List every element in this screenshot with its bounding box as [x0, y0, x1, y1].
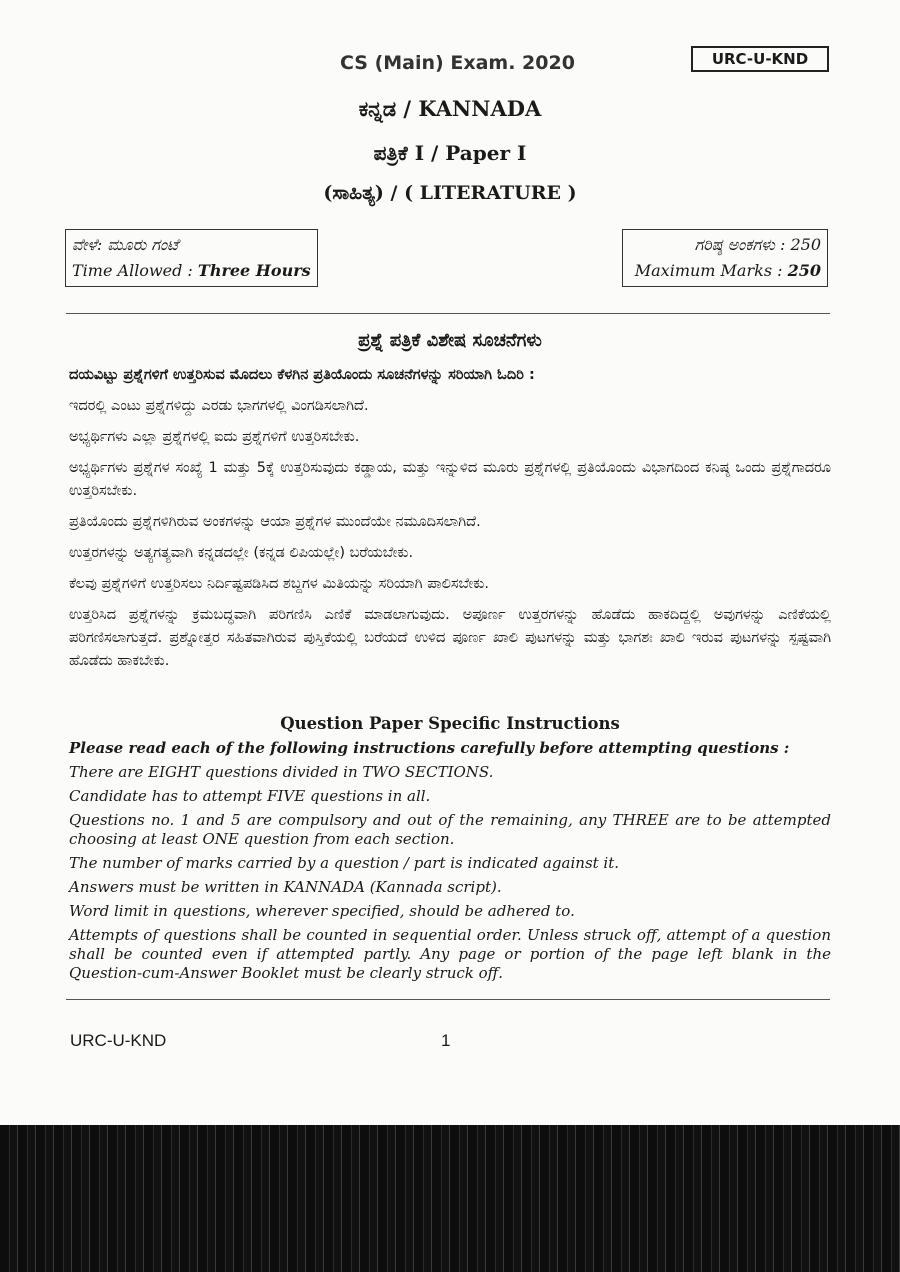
marks-kannada: ಗರಿಷ್ಠ ಅಂಕಗಳು : 250: [694, 235, 821, 254]
kannada-instruction-item: ಅಭ್ಯರ್ಥಿಗಳು ಎಲ್ಲಾ ಪ್ರಶ್ನೆಗಳಲ್ಲಿ ಐದು ಪ್ರಶ್ನೆಗಳಿಗೆ ಉತ್ತರಿಸಬೇಕು.: [69, 429, 360, 445]
english-instruction-item: Answers must be written in KANNADA (Kannada script).: [69, 878, 502, 896]
maximum-marks-box: [622, 229, 828, 287]
section-title: (ಸಾಹಿತ್ಯ) / ( LITERATURE ): [323, 182, 577, 204]
english-instruction-item: Questions no. 1 and 5 are compulsory and out of the remaining, any THREE are to be attempted choosing at least ONE question from each section.: [69, 811, 831, 848]
marks-label: Maximum Marks :: [634, 261, 788, 280]
kannada-instruction-item: ಅಭ್ಯರ್ಥಿಗಳು ಪ್ರಶ್ನೆಗಳ ಸಂಖ್ಯೆ 1 ಮತ್ತು 5ಕ್ಕೆ ಉತ್ತರಿಸುವುದು ಕಡ್ಡಾಯ, ಮತ್ತು ಇನ್ನುಳಿದ ಮೂರು ಪ್ರಶ್ನೆಗಳಲ್ಲಿ ಪ್ರತಿಯೊಂದು ವಿಭಾಗದಿಂದ ಕನಿಷ್ಠ ಒಂದು ಪ್ರಶ್ನೆಗಾದರೂ ಉತ್ತರಿಸಬೇಕು.: [69, 460, 831, 499]
time-kannada: ವೇಳೆ: ಮೂರು ಗಂಟೆ: [72, 235, 179, 254]
marks-value: 250: [787, 261, 821, 280]
page-number: 1: [441, 1031, 451, 1050]
divider-bottom: [66, 999, 830, 1000]
exam-title: CS (Main) Exam. 2020: [340, 52, 575, 74]
paper-title: ಪತ್ರಿಕೆ I / Paper I: [373, 141, 527, 165]
subject-title: ಕನ್ನಡ / KANNADA: [358, 96, 542, 121]
kannada-instructions: [69, 364, 831, 673]
time-value: Three Hours: [197, 261, 311, 280]
english-instructions: [69, 739, 831, 983]
english-instructions-heading: Question Paper Specific Instructions: [280, 714, 620, 733]
time-label: Time Allowed :: [72, 261, 198, 280]
time-english: [66, 256, 317, 282]
english-instruction-item: There are EIGHT questions divided in TWO SECTIONS.: [69, 763, 494, 781]
english-instruction-lead: Please read each of the following instructions carefully before attempting questions :: [69, 739, 790, 757]
english-instruction-item: Word limit in questions, wherever specified, should be adhered to.: [69, 902, 575, 920]
kannada-instructions-heading: ಪ್ರಶ್ನೆ ಪತ್ರಿಕೆ ವಿಶೇಷ ಸೂಚನೆಗಳು: [358, 330, 542, 351]
kannada-instruction-item: ಕೆಲವು ಪ್ರಶ್ನೆಗಳಿಗೆ ಉತ್ತರಿಸಲು ನಿರ್ದಿಷ್ಟಪಡಿಸಿದ ಶಬ್ದಗಳ ಮಿತಿಯನ್ನು ಸರಿಯಾಗಿ ಪಾಲಿಸಬೇಕು.: [69, 576, 489, 592]
marks-english: [623, 256, 827, 282]
english-instruction-item: Attempts of questions shall be counted in sequential order. Unless struck off, attempt of a question shall be counted even if attempted partly. Any page or portion of the page left blank in the Question-cum-Answer Booklet must be clearly struck off.: [69, 926, 831, 982]
english-instruction-item: Candidate has to attempt FIVE questions in all.: [69, 787, 431, 805]
scanner-edge: [0, 1125, 900, 1272]
kannada-instruction-item: ಉತ್ತರಿಸಿದ ಪ್ರಶ್ನೆಗಳನ್ನು ಕ್ರಮಬದ್ಧವಾಗಿ ಪರಿಗಣಿಸಿ ಎಣಿಕೆ ಮಾಡಲಾಗುವುದು. ಅಪೂರ್ಣ ಉತ್ತರಗಳನ್ನು ಹೊಡೆದು ಹಾಕದಿದ್ದಲ್ಲಿ ಅವುಗಳನ್ನು ಎಣಿಕೆಯಲ್ಲಿ ಪರಿಗಣಿಸಲಾಗುತ್ತದೆ. ಪ್ರಶ್ನೋತ್ತರ ಸಹಿತವಾಗಿರುವ ಪುಸ್ತಿಕೆಯಲ್ಲಿ ಬರೆಯದೆ ಉಳಿದ ಪೂರ್ಣ ಖಾಲಿ ಪುಟಗಳನ್ನು ಮತ್ತು ಭಾಗಶಃ ಖಾಲಿ ಇರುವ ಪುಟಗಳನ್ನು ಸ್ಪಷ್ಟವಾಗಿ ಹೊಡೆದು ಹಾಕಬೇಕು.: [69, 607, 831, 669]
kannada-instruction-item: ಉತ್ತರಗಳನ್ನು ಅತ್ಯಗತ್ಯವಾಗಿ ಕನ್ನಡದಲ್ಲೇ (ಕನ್ನಡ ಲಿಪಿಯಲ್ಲೇ) ಬರೆಯಬೇಕು.: [69, 545, 414, 561]
footer-paper-code: URC-U-KND: [70, 1031, 167, 1050]
kannada-instruction-lead: ದಯವಿಟ್ಟು ಪ್ರಶ್ನೆಗಳಿಗೆ ಉತ್ತರಿಸುವ ಮೊದಲು ಕೆಳಗಿನ ಪ್ರತಿಯೊಂದು ಸೂಚನೆಗಳನ್ನು ಸರಿಯಾಗಿ ಓದಿರಿ :: [69, 367, 535, 383]
paper-code-box: URC-U-KND: [691, 46, 829, 72]
english-instruction-item: The number of marks carried by a question / part is indicated against it.: [69, 854, 620, 872]
divider-top: [66, 313, 830, 314]
time-allowed-box: [65, 229, 318, 287]
kannada-instruction-item: ಪ್ರತಿಯೊಂದು ಪ್ರಶ್ನೆಗಳಿಗಿರುವ ಅಂಕಗಳನ್ನು ಆಯಾ ಪ್ರಶ್ನೆಗಳ ಮುಂದೆಯೇ ನಮೂದಿಸಲಾಗಿದೆ.: [69, 514, 481, 530]
kannada-instruction-item: ಇದರಲ್ಲಿ ಎಂಟು ಪ್ರಶ್ನೆಗಳಿದ್ದು ಎರಡು ಭಾಗಗಳಲ್ಲಿ ವಿಂಗಡಿಸಲಾಗಿದೆ.: [69, 398, 369, 414]
